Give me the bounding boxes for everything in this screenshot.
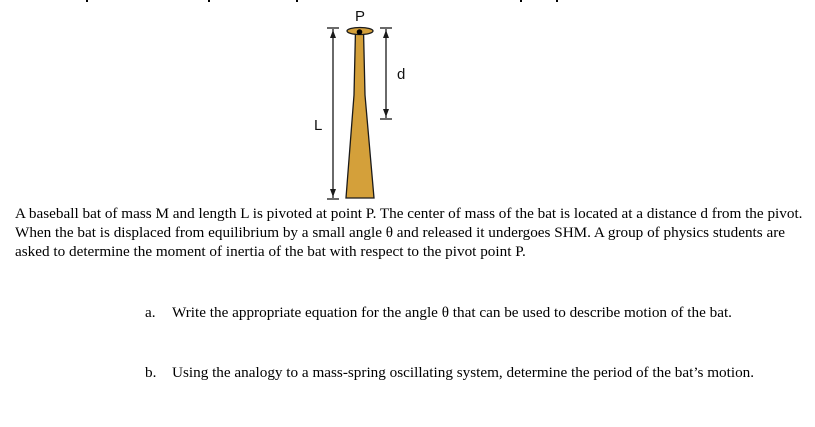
length-dimension (327, 28, 339, 199)
pivot-point (357, 29, 363, 35)
part-b-marker: b. (145, 364, 157, 381)
question-part-a (145, 303, 805, 322)
problem-statement: A baseball bat of mass M and length L is pivoted at point P. The center of mass of the bat is located at a distance d from the pivot. When the bat is displaced from equilibrium by a small angle θ and released it undergoes SHM. A group of physics students are asked to determine the moment of inertia of the bat with respect to the pivot point P. (15, 205, 803, 260)
distance-dimension (380, 28, 392, 119)
bat-body (346, 30, 374, 198)
top-remnant (86, 0, 558, 2)
length-label: L (314, 117, 323, 134)
question-part-b (145, 363, 805, 382)
part-b-text: Using the analogy to a mass-spring oscillating system, determine the period of the bat’s motion. (172, 364, 755, 381)
pivot-label: P (354, 8, 366, 25)
distance-label: d (397, 66, 406, 83)
part-a-marker: a. (145, 304, 156, 321)
part-a-text: Write the appropriate equation for the angle θ that can be used to describe motion of the bat. (172, 304, 732, 321)
